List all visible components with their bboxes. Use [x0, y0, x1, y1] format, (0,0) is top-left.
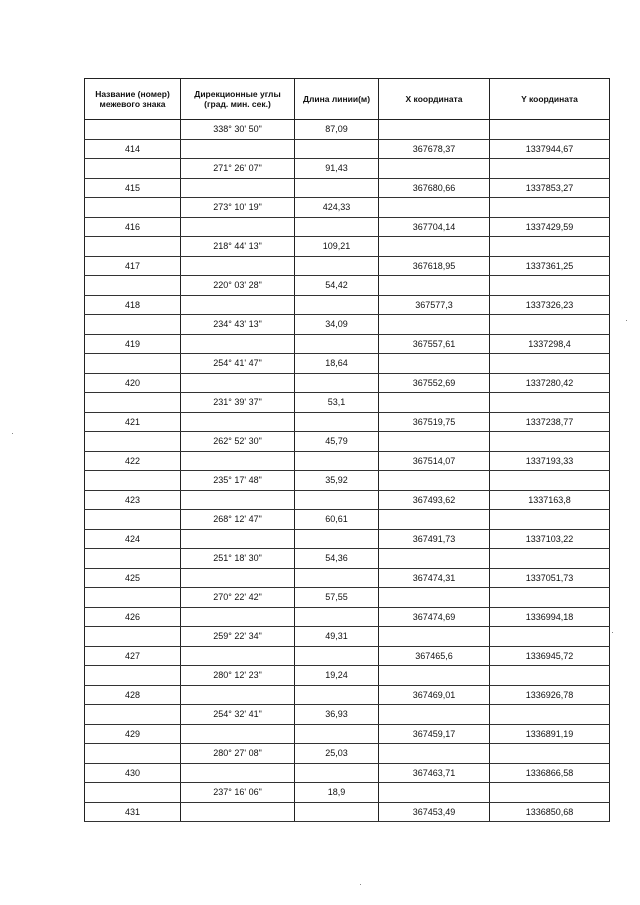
cell-x-coordinate: 367463,71 — [379, 763, 490, 783]
header-mark-name: Название (номер) межевого знака — [85, 79, 181, 120]
cell-line-length — [295, 802, 379, 822]
cell-y-coordinate — [490, 432, 610, 452]
cell-x-coordinate — [379, 627, 490, 647]
cell-line-length: 60,61 — [295, 510, 379, 530]
cell-y-coordinate — [490, 393, 610, 413]
cell-direction-angle — [181, 568, 295, 588]
cell-x-coordinate — [379, 237, 490, 257]
cell-mark-name — [85, 471, 181, 491]
table-row — [85, 588, 610, 608]
cell-mark-name — [85, 237, 181, 257]
header-x-coordinate: X координата — [379, 79, 490, 120]
cell-x-coordinate: 367493,62 — [379, 490, 490, 510]
header-row — [85, 79, 610, 120]
cell-mark-name — [85, 510, 181, 530]
cell-line-length: 18,9 — [295, 783, 379, 803]
cell-mark-name: 423 — [85, 490, 181, 510]
table-row — [85, 490, 610, 510]
cell-x-coordinate: 367453,49 — [379, 802, 490, 822]
cell-y-coordinate: 1337361,25 — [490, 256, 610, 276]
cell-x-coordinate: 367577,3 — [379, 295, 490, 315]
cell-mark-name — [85, 198, 181, 218]
table-row — [85, 412, 610, 432]
table-row — [85, 646, 610, 666]
cell-x-coordinate: 367514,07 — [379, 451, 490, 471]
cell-x-coordinate: 367474,31 — [379, 568, 490, 588]
cell-mark-name: 416 — [85, 217, 181, 237]
cell-mark-name — [85, 549, 181, 569]
cell-line-length: 53,1 — [295, 393, 379, 413]
boundary-coordinates-table — [84, 78, 610, 822]
cell-x-coordinate: 367465,6 — [379, 646, 490, 666]
cell-direction-angle — [181, 412, 295, 432]
cell-mark-name — [85, 432, 181, 452]
table-body — [85, 120, 610, 822]
cell-x-coordinate — [379, 198, 490, 218]
cell-y-coordinate: 1337853,27 — [490, 178, 610, 198]
cell-line-length: 54,42 — [295, 276, 379, 296]
cell-mark-name: 418 — [85, 295, 181, 315]
cell-line-length: 18,64 — [295, 354, 379, 374]
cell-mark-name: 427 — [85, 646, 181, 666]
cell-direction-angle: 220° 03' 28" — [181, 276, 295, 296]
table-row — [85, 666, 610, 686]
cell-y-coordinate: 1337163,8 — [490, 490, 610, 510]
cell-y-coordinate: 1336850,68 — [490, 802, 610, 822]
cell-direction-angle — [181, 802, 295, 822]
cell-line-length — [295, 139, 379, 159]
cell-direction-angle — [181, 217, 295, 237]
cell-direction-angle: 234° 43' 13" — [181, 315, 295, 335]
cell-x-coordinate: 367474,69 — [379, 607, 490, 627]
cell-line-length — [295, 178, 379, 198]
cell-x-coordinate — [379, 588, 490, 608]
cell-mark-name: 414 — [85, 139, 181, 159]
table-row — [85, 783, 610, 803]
cell-x-coordinate — [379, 432, 490, 452]
table-row — [85, 237, 610, 257]
cell-y-coordinate: 1336926,78 — [490, 685, 610, 705]
cell-direction-angle: 262° 52' 30" — [181, 432, 295, 452]
cell-y-coordinate: 1337103,22 — [490, 529, 610, 549]
table-row — [85, 568, 610, 588]
cell-y-coordinate — [490, 705, 610, 725]
cell-line-length: 109,21 — [295, 237, 379, 257]
cell-y-coordinate — [490, 237, 610, 257]
cell-x-coordinate — [379, 744, 490, 764]
cell-mark-name: 428 — [85, 685, 181, 705]
cell-direction-angle: 254° 32' 41" — [181, 705, 295, 725]
cell-direction-angle: 259° 22' 34" — [181, 627, 295, 647]
cell-line-length: 36,93 — [295, 705, 379, 725]
cell-line-length: 91,43 — [295, 159, 379, 179]
table-row — [85, 432, 610, 452]
cell-x-coordinate — [379, 471, 490, 491]
table-row — [85, 627, 610, 647]
table-row — [85, 802, 610, 822]
cell-direction-angle — [181, 763, 295, 783]
table-row — [85, 315, 610, 335]
table-row — [85, 373, 610, 393]
cell-mark-name — [85, 120, 181, 140]
cell-line-length — [295, 256, 379, 276]
cell-mark-name — [85, 354, 181, 374]
table-row — [85, 529, 610, 549]
cell-direction-angle — [181, 139, 295, 159]
cell-x-coordinate: 367459,17 — [379, 724, 490, 744]
cell-direction-angle: 218° 44' 13" — [181, 237, 295, 257]
cell-x-coordinate — [379, 120, 490, 140]
table-row — [85, 744, 610, 764]
table-row — [85, 510, 610, 530]
cell-line-length — [295, 724, 379, 744]
scan-speck — [626, 320, 627, 321]
cell-line-length: 57,55 — [295, 588, 379, 608]
cell-direction-angle — [181, 724, 295, 744]
cell-y-coordinate — [490, 588, 610, 608]
cell-y-coordinate: 1337298,4 — [490, 334, 610, 354]
cell-line-length — [295, 685, 379, 705]
cell-mark-name: 419 — [85, 334, 181, 354]
cell-x-coordinate — [379, 549, 490, 569]
cell-mark-name: 425 — [85, 568, 181, 588]
cell-mark-name: 429 — [85, 724, 181, 744]
cell-line-length — [295, 412, 379, 432]
cell-line-length: 45,79 — [295, 432, 379, 452]
cell-x-coordinate — [379, 354, 490, 374]
cell-y-coordinate — [490, 120, 610, 140]
cell-mark-name — [85, 744, 181, 764]
cell-mark-name: 422 — [85, 451, 181, 471]
cell-x-coordinate: 367557,61 — [379, 334, 490, 354]
cell-direction-angle — [181, 685, 295, 705]
cell-y-coordinate — [490, 666, 610, 686]
cell-direction-angle: 251° 18' 30" — [181, 549, 295, 569]
cell-y-coordinate: 1337051,73 — [490, 568, 610, 588]
cell-direction-angle — [181, 178, 295, 198]
cell-direction-angle — [181, 529, 295, 549]
cell-mark-name: 415 — [85, 178, 181, 198]
cell-line-length: 49,31 — [295, 627, 379, 647]
cell-direction-angle: 273° 10' 19" — [181, 198, 295, 218]
cell-mark-name — [85, 159, 181, 179]
table-header — [85, 79, 610, 120]
cell-direction-angle — [181, 373, 295, 393]
cell-y-coordinate: 1336891,19 — [490, 724, 610, 744]
cell-y-coordinate: 1337280,42 — [490, 373, 610, 393]
cell-y-coordinate: 1337193,33 — [490, 451, 610, 471]
table-row — [85, 217, 610, 237]
cell-direction-angle: 237° 16' 06" — [181, 783, 295, 803]
cell-x-coordinate — [379, 705, 490, 725]
cell-mark-name — [85, 666, 181, 686]
cell-y-coordinate — [490, 510, 610, 530]
cell-x-coordinate: 367678,37 — [379, 139, 490, 159]
table-row — [85, 139, 610, 159]
cell-x-coordinate — [379, 159, 490, 179]
cell-direction-angle: 270° 22' 42" — [181, 588, 295, 608]
cell-y-coordinate — [490, 198, 610, 218]
cell-line-length — [295, 334, 379, 354]
cell-line-length — [295, 529, 379, 549]
table-row — [85, 354, 610, 374]
cell-y-coordinate: 1337429,59 — [490, 217, 610, 237]
cell-direction-angle: 280° 12' 23" — [181, 666, 295, 686]
table-row — [85, 393, 610, 413]
header-y-coordinate: Y координата — [490, 79, 610, 120]
cell-mark-name — [85, 588, 181, 608]
cell-direction-angle: 338° 30' 50" — [181, 120, 295, 140]
cell-line-length — [295, 217, 379, 237]
cell-line-length: 25,03 — [295, 744, 379, 764]
cell-line-length: 54,36 — [295, 549, 379, 569]
cell-x-coordinate — [379, 666, 490, 686]
cell-direction-angle — [181, 646, 295, 666]
cell-line-length — [295, 646, 379, 666]
cell-line-length — [295, 763, 379, 783]
table-row — [85, 178, 610, 198]
cell-x-coordinate: 367680,66 — [379, 178, 490, 198]
cell-mark-name: 421 — [85, 412, 181, 432]
table-row — [85, 685, 610, 705]
cell-mark-name — [85, 705, 181, 725]
header-line-length: Длина линии(м) — [295, 79, 379, 120]
cell-direction-angle: 271° 26' 07" — [181, 159, 295, 179]
cell-y-coordinate — [490, 159, 610, 179]
cell-y-coordinate — [490, 783, 610, 803]
cell-direction-angle: 235° 17' 48" — [181, 471, 295, 491]
scan-speck — [612, 632, 613, 633]
cell-mark-name: 426 — [85, 607, 181, 627]
cell-x-coordinate — [379, 510, 490, 530]
scan-speck — [360, 884, 361, 885]
cell-line-length — [295, 451, 379, 471]
table-row — [85, 549, 610, 569]
cell-x-coordinate — [379, 393, 490, 413]
cell-mark-name — [85, 627, 181, 647]
cell-mark-name — [85, 315, 181, 335]
table-row — [85, 295, 610, 315]
cell-mark-name: 424 — [85, 529, 181, 549]
table-row — [85, 451, 610, 471]
cell-direction-angle: 254° 41' 47" — [181, 354, 295, 374]
cell-x-coordinate: 367491,73 — [379, 529, 490, 549]
table-row — [85, 334, 610, 354]
header-direction-angle: Дирекционные углы (град. мин. сек.) — [181, 79, 295, 120]
table-row — [85, 724, 610, 744]
cell-y-coordinate — [490, 276, 610, 296]
cell-line-length: 87,09 — [295, 120, 379, 140]
cell-y-coordinate: 1337326,23 — [490, 295, 610, 315]
cell-direction-angle: 231° 39' 37" — [181, 393, 295, 413]
cell-y-coordinate: 1336994,18 — [490, 607, 610, 627]
cell-x-coordinate — [379, 783, 490, 803]
cell-direction-angle — [181, 607, 295, 627]
cell-x-coordinate — [379, 315, 490, 335]
cell-line-length: 35,92 — [295, 471, 379, 491]
cell-y-coordinate — [490, 549, 610, 569]
cell-direction-angle — [181, 295, 295, 315]
table-row — [85, 198, 610, 218]
cell-line-length — [295, 373, 379, 393]
cell-x-coordinate: 367704,14 — [379, 217, 490, 237]
cell-line-length: 19,24 — [295, 666, 379, 686]
cell-direction-angle — [181, 256, 295, 276]
cell-y-coordinate — [490, 471, 610, 491]
cell-mark-name — [85, 783, 181, 803]
cell-direction-angle: 268° 12' 47" — [181, 510, 295, 530]
cell-direction-angle — [181, 334, 295, 354]
cell-x-coordinate: 367519,75 — [379, 412, 490, 432]
cell-y-coordinate: 1337944,67 — [490, 139, 610, 159]
table-row — [85, 607, 610, 627]
cell-line-length: 34,09 — [295, 315, 379, 335]
cell-y-coordinate: 1336945,72 — [490, 646, 610, 666]
cell-line-length — [295, 568, 379, 588]
table-row — [85, 159, 610, 179]
cell-y-coordinate — [490, 315, 610, 335]
cell-direction-angle — [181, 490, 295, 510]
cell-line-length — [295, 607, 379, 627]
cell-x-coordinate: 367618,95 — [379, 256, 490, 276]
scan-speck — [12, 433, 13, 434]
cell-y-coordinate — [490, 354, 610, 374]
table-row — [85, 120, 610, 140]
cell-direction-angle — [181, 451, 295, 471]
cell-y-coordinate: 1336866,58 — [490, 763, 610, 783]
cell-mark-name: 420 — [85, 373, 181, 393]
cell-x-coordinate: 367469,01 — [379, 685, 490, 705]
cell-y-coordinate: 1337238,77 — [490, 412, 610, 432]
cell-x-coordinate: 367552,69 — [379, 373, 490, 393]
table-row — [85, 276, 610, 296]
cell-mark-name: 431 — [85, 802, 181, 822]
cell-y-coordinate — [490, 744, 610, 764]
cell-line-length — [295, 490, 379, 510]
cell-y-coordinate — [490, 627, 610, 647]
table-row — [85, 705, 610, 725]
cell-mark-name: 417 — [85, 256, 181, 276]
cell-x-coordinate — [379, 276, 490, 296]
cell-mark-name — [85, 393, 181, 413]
table-row — [85, 256, 610, 276]
table-row — [85, 763, 610, 783]
cell-line-length: 424,33 — [295, 198, 379, 218]
table-row — [85, 471, 610, 491]
cell-mark-name: 430 — [85, 763, 181, 783]
cell-line-length — [295, 295, 379, 315]
cell-mark-name — [85, 276, 181, 296]
cell-direction-angle: 280° 27' 08" — [181, 744, 295, 764]
